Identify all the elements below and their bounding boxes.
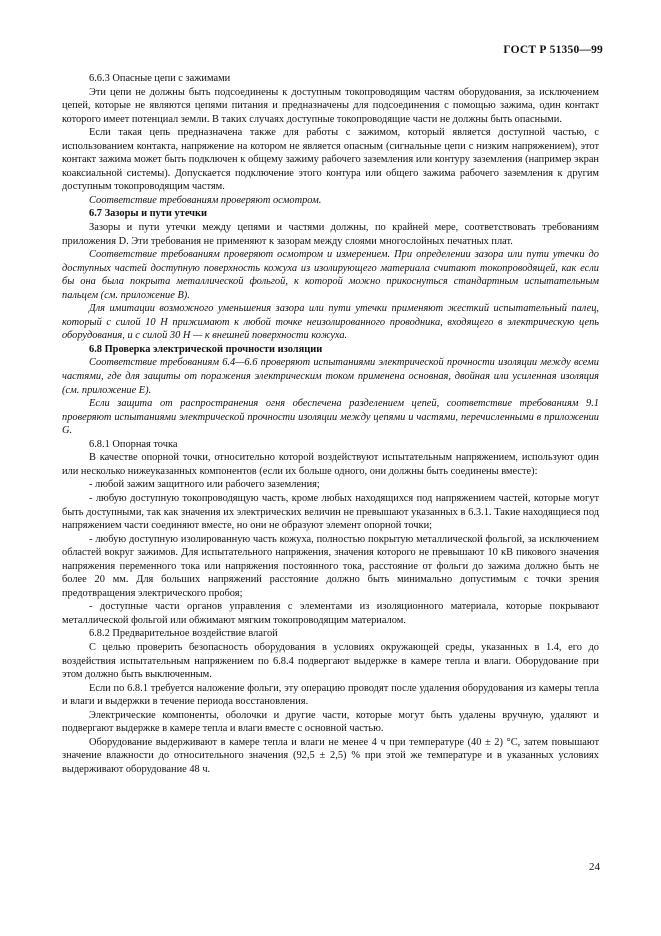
compliance-note: Соответствие требованиям проверяют осмотром. xyxy=(89,194,322,206)
document-header-standard-code: ГОСТ Р 51350—99 xyxy=(503,44,603,56)
clause-6-8-heading: 6.8 Проверка электрической прочности изоляции xyxy=(89,343,323,355)
list-item: - любую доступную изолированную часть кожуха, полностью покрытую металлической фольгой, за исключением областей вокруг зажимов. Для испытательного напряжения, значения которого не превышают 10 кВ пикового значения напряжения переменного тока или напряжения постоянного тока, расстояние от фольги до зажима должно быть не более 20 мм. Для больших напряжений расстояние должно быть минимально допустимым с точки зрения предотвращения электрического пробоя; xyxy=(62,533,599,599)
paragraph: Если по 6.8.1 требуется наложение фольги, эту операцию проводят после удаления оборудования из камеры тепла и влаги и выдержки в течение периода восстановления. xyxy=(62,682,599,708)
list-item: - доступные части органов управления с элементами из изоляционного материала, которые покрывают металлической фольгой или обжимают мягким токопроводящим материалом. xyxy=(62,601,599,626)
list-item: - любую доступную токопроводящую часть, кроме любых находящихся под напряжением частей, которые могут быть доступными, так как значения их электрических величин не превышают указанных в 6.3.1. Такие находящиеся под напряжением части соединяют вместе, но они не образуют элемент опорной точки; xyxy=(62,492,599,532)
list-item: - любой зажим защитного или рабочего заземления; xyxy=(89,479,320,491)
clause-6-6-3-heading: 6.6.3 Опасные цепи с зажимами xyxy=(89,73,231,84)
clause-6-8-1-heading: 6.8.1 Опорная точка xyxy=(89,438,178,450)
document-body xyxy=(62,72,599,776)
paragraph: В качестве опорной точки, относительно которой воздействуют испытательным напряжением, используют один или несколько нижеуказанных компонентов (если их больше одного, они должны быть соединены вместе): xyxy=(62,452,599,477)
paragraph: Если такая цепь предназначена также для работы с зажимом, который является доступной частью, с использованием контакта, напряжение на котором не является опасным (сигнальные цепи с низким напряжением), этот контакт зажима может быть подключен к общему зажиму рабочего заземления или контуру заземления (например экран коаксиальной системы). Допускается подключение этого контура или общего зажима рабочего заземления к другим доступным токопроводящим частям. xyxy=(62,127,599,193)
clause-6-8-2-heading: 6.8.2 Предварительное воздействие влагой xyxy=(89,628,278,640)
compliance-note: Если защита от распространения огня обеспечена разделением цепей, соответствие требованиям 9.1 проверяют испытаниями электрической прочности изоляции между цепями и частями, перечисленными в приложении G. xyxy=(62,398,599,437)
paragraph: С целью проверить безопасность оборудования в условиях окружающей среды, указанных в 1.4, его до воздействия испытательным напряжением по 6.8.4 подвергают выдержке в камере тепла и влаги. Оборудование при этом должно быть выключенным. xyxy=(62,641,599,681)
paragraph: Оборудование выдерживают в камере тепла и влаги не менее 4 ч при температуре (40 ± 2) °C, затем повышают значение влажности до относительного значения (92,5 ± 2,5) % при этой же температуре и в указанных условиях выдерживают оборудование 48 ч. xyxy=(62,736,599,775)
compliance-note: Соответствие требованиям проверяют осмотром и измерением. При определении зазора или пути утечки до доступных частей доступную поверхность кожуха из изолирующего материала считают токопроводящей, как если бы она была покрыта металлической фольгой, к которой можно прикоснуться стандартным испытательным пальцем (см. приложение B). xyxy=(62,249,599,301)
compliance-note: Соответствие требованиям 6.4—6.6 проверяют испытаниями электрической прочности изоляции между всеми частями, где для защиты от поражения электрическим током применена основная, двойная или усиленная изоляция (см. приложение E). xyxy=(62,357,599,396)
compliance-note: Для имитации возможного уменьшения зазора или пути утечки применяют жесткий испытательный палец, который с силой 10 Н прижимают к любой точке неизолированного проводника, входящего в электрическую цепь оборудования, и с силой 30 Н — к внешней поверхности кожуха. xyxy=(62,303,599,342)
paragraph: Электрические компоненты, оболочки и другие части, которые могут быть удалены вручную, удаляют и подвергают выдержке в камере тепла и влаги вместе с основной частью. xyxy=(62,709,599,735)
page-number: 24 xyxy=(589,861,600,873)
clause-6-7-heading: 6.7 Зазоры и пути утечки xyxy=(89,208,208,220)
paragraph: Зазоры и пути утечки между цепями и частями должны, по крайней мере, соответствовать требованиям приложения D. Эти требования не применяют к зазорам между слоями многослойных печатных плат. xyxy=(62,222,599,247)
paragraph: Эти цепи не должны быть подсоединены к доступным токопроводящим частям оборудования, за исключением цепей, которые не являются цепями питания и предназначены для подсоединения с помощью зажима, один контакт которого имеет потенциал земли. В таких случаях доступные токопроводящие части не должны быть опасными. xyxy=(62,86,599,125)
